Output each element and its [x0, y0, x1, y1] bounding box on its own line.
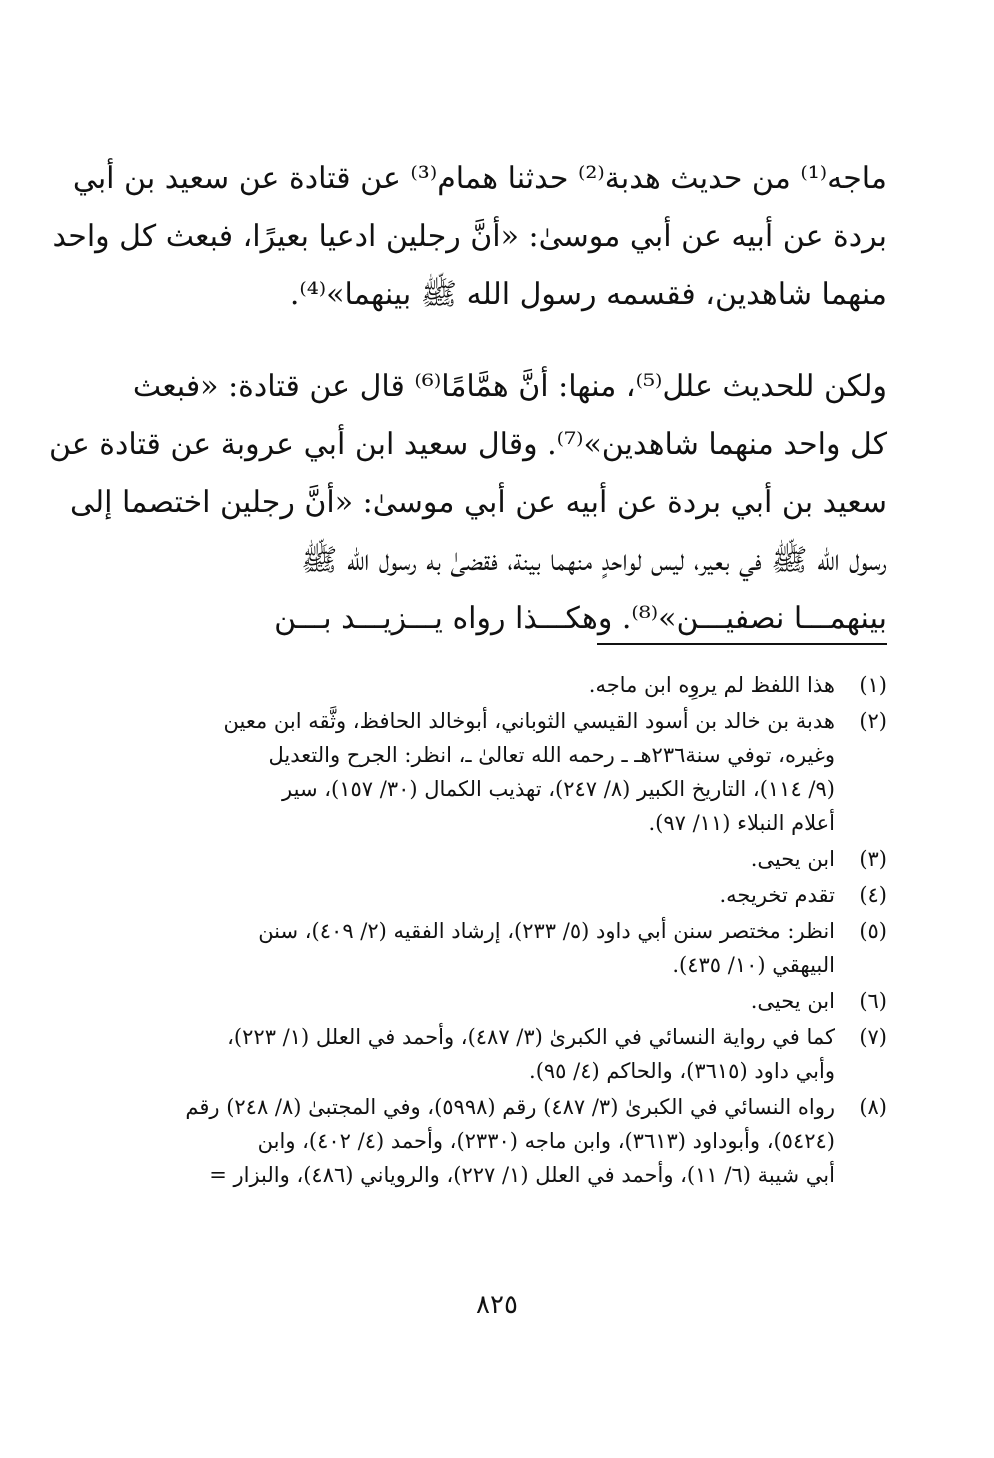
footnote-text	[125, 878, 835, 912]
footnote-number: (٦)	[859, 989, 887, 1013]
footnote-1	[125, 668, 887, 702]
footnote-text	[125, 704, 835, 840]
footnote-number: (٨)	[859, 1095, 887, 1119]
text-line: بينهمـــا نصفيـــن»⁽⁸⁾. وهكـــذا رواه يـــزيـــد بـــن	[274, 601, 887, 636]
footnote-line: انظر: مختصر سنن أبي داود (٥/ ٢٣٣)، إرشاد الفقيه (٢/ ٤٠٩)، سنن	[258, 919, 835, 943]
text-line: ماجه⁽¹⁾ من حديث هدبة⁽²⁾ حدثنا همام⁽³⁾ عن قتادة عن سعيد بن أبي	[72, 161, 887, 196]
footnote-divider	[597, 643, 887, 645]
footnote-2	[125, 704, 887, 840]
footnote-line: هذا اللفظ لم يروِه ابن ماجه.	[588, 673, 835, 697]
footnote-text	[125, 1020, 835, 1088]
footnote-line: هدبة بن خالد بن أسود القيسي الثوباني، أبوخالد الحافظ، وثَّقه ابن معين	[223, 709, 835, 733]
footnote-line: (٩/ ١١٤)، التاريخ الكبير (٨/ ٢٤٧)، تهذيب الكمال (٣٠/ ١٥٧)، سير	[282, 777, 835, 801]
footnote-number: (٢)	[859, 709, 887, 733]
text-line: سعيد بن أبي بردة عن أبيه عن أبي موسىٰ: «أنَّ رجلين اختصما إلى	[70, 485, 887, 520]
footnote-line: وأبي داود (٣٦١٥)، والحاكم (٤/ ٩٥).	[529, 1059, 835, 1083]
footnote-line: تقدم تخريجه.	[719, 883, 835, 907]
footnote-line: ابن يحيى.	[750, 847, 835, 871]
footnote-line: أبي شيبة (٦/ ١١)، وأحمد في العلل (١/ ٢٢٧)، والروياني (٤٨٦)، والبزار =	[209, 1163, 835, 1187]
footnote-number: (١)	[859, 673, 887, 697]
main-text	[49, 150, 887, 648]
footnote-text	[125, 984, 835, 1018]
footnote-line: البيهقي (١٠/ ٤٣٥).	[672, 953, 835, 977]
page-number: ٨٢٥	[476, 1290, 518, 1320]
footnote-3	[125, 842, 887, 876]
paragraph-2	[49, 358, 887, 648]
footnote-number: (٣)	[859, 847, 887, 871]
footnote-5	[125, 914, 887, 982]
footnote-6	[125, 984, 887, 1018]
footnotes	[125, 668, 887, 1194]
text-line: بردة عن أبيه عن أبي موسىٰ: «أنَّ رجلين ادعيا بعيرًا، فبعث كل واحد	[52, 219, 887, 254]
text-line: رسول الله ﷺ في بعير، ليس لواحدٍ منهما بينة، فقضىٰ به رسول الله ﷺ	[301, 543, 887, 578]
footnote-7	[125, 1020, 887, 1088]
footnote-line: رواه النسائي في الكبرىٰ (٣/ ٤٨٧) رقم (٥٩٩٨)، وفي المجتبىٰ (٨/ ٢٤٨) رقم	[185, 1095, 835, 1119]
footnote-line: ابن يحيى.	[750, 989, 835, 1013]
footnote-text	[125, 1090, 835, 1192]
footnote-number: (٧)	[859, 1025, 887, 1049]
footnote-number: (٥)	[859, 919, 887, 943]
footnote-number: (٤)	[859, 883, 887, 907]
paragraph-1	[52, 150, 887, 324]
footnote-4	[125, 878, 887, 912]
text-line: ولكن للحديث علل⁽⁵⁾، منها: أنَّ همَّامًا⁽⁶⁾ قال عن قتادة: «فبعث	[132, 369, 887, 404]
text-line: كل واحد منهما شاهدين»⁽⁷⁾. وقال سعيد ابن أبي عروبة عن قتادة عن	[49, 427, 887, 462]
footnote-text	[125, 914, 835, 982]
footnote-line: كما في رواية النسائي في الكبرىٰ (٣/ ٤٨٧)، وأحمد في العلل (١/ ٢٢٣)،	[227, 1025, 835, 1049]
footnote-text	[125, 668, 835, 702]
footnote-line: وغيره، توفي سنة٢٣٦هـ ـ رحمه الله تعالىٰ ـ، انظر: الجرح والتعديل	[268, 743, 835, 767]
text-line: منهما شاهدين، فقسمه رسول الله ﷺ بينهما»⁽⁴⁾.	[289, 277, 887, 312]
footnote-8	[125, 1090, 887, 1192]
footnote-line: أعلام النبلاء (١١/ ٩٧).	[648, 811, 835, 835]
footnote-line: (٥٤٢٤)، وأبوداود (٣٦١٣)، وابن ماجه (٢٣٣٠)، وأحمد (٤/ ٤٠٢)، وابن	[257, 1129, 835, 1153]
footnote-text	[125, 842, 835, 876]
